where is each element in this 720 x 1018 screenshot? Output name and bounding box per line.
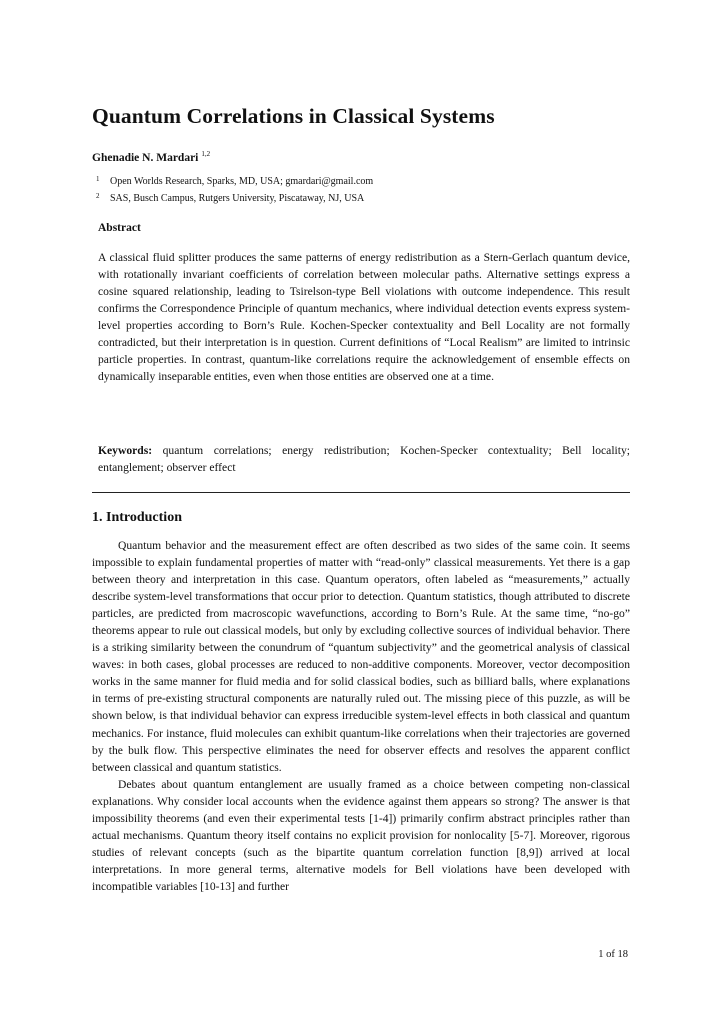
section-divider [92,492,630,493]
section-heading: 1. Introduction [92,510,182,525]
keywords [98,442,630,476]
abstract-text: A classical fluid splitter produces the same patterns of energy redistribution as a Stern-Gerlach quantum device, with rotationally invariant coefficients of correlation between molecular paths. Alternative settings express a cosine squared relationship, leading to Tsirelson-type Bell violations with outcome independence. This result confirms the Correspondence Principle of quantum mechanics, where individual detection events express system-level properties according to Born’s Rule. Kochen-Specker contextuality and Bell Locality are not formally contradicted, but their interpretation is in question. Current definitions of “Local Realism” are limited to intrinsic particle properties. In contrast, quantum-like correlations require the acknowledgement of ensemble effects on dynamically inseparable entities, even when those entities are observed one at a time. [98,251,630,384]
affiliation-text: Open Worlds Research, Sparks, MD, USA; gmardari@gmail.com [110,176,374,187]
keywords-label: Keywords: [98,444,153,457]
affiliation-1 [96,175,373,187]
affiliation-2 [96,192,364,204]
author-line [92,150,210,164]
paragraph: Debates about quantum entanglement are usually framed as a choice between competing non-classical explanations. Why consider local accounts when the evidence against them appears so strong? The answer is that impossibility theorems (and even their experimental tests [1-4]) primarily confirm abstract principles rather than actual mechanisms. Quantum theory itself contains no explicit provision for nonlocality [5-7]. Moreover, rigorous studies of relevant concepts (such as the bipartite quantum correlation function [8,9]) arrived at local interpretations. In more general terms, alternative models for Bell violations have been developed with incompatible variables [10-13] and further [92,777,630,893]
page-number: 1 of 18 [598,949,628,960]
body-text [92,537,630,895]
abstract-heading: Abstract [98,222,141,234]
paper-title: Quantum Correlations in Classical Systems [92,104,495,128]
paragraph: Quantum behavior and the measurement effect are often described as two sides of the same coin. It seems impossible to explain fundamental properties of matter with “read-only” classical measurements. Yet there is a gap between theory and interpretation in this case. Quantum operators, often labeled as “measurements,” actually describe system-level transformations that occur prior to detection. Quantum statistics, though attributed to discrete particles, are predicted from macroscopic wavefunctions, according to Born’s Rule. At the same time, “no-go” theorems appear to rule out classical models, but only by excluding collective sources of individual behavior. There is a striking similarity between the conundrum of “quantum subjectivity” and the geometrical analysis of classical waves: in both cases, global processes are reduced to non-additive components. Moreover, vector decomposition works in the same manner for fluid media and for solid classical bodies, such as billiard balls, where explanations in terms of pre-existing structural components are naturally ruled out. The missing piece of this puzzle, as will be shown below, is that individual behavior can express irreducible system-level effects in both classical and quantum mechanics. For instance, fluid molecules can exhibit quantum-like correlations when their trajectories are governed by the bulk flow. This perspective eliminates the need for observer effects and resolves the apparent conflict between classical and quantum statistics. [92,539,630,774]
author-affiliation-marks: 1,2 [201,150,211,158]
author-name: Ghenadie N. Mardari [92,152,199,164]
affiliation-text: SAS, Busch Campus, Rutgers University, Piscataway, NJ, USA [110,193,365,204]
affiliation-number: 2 [96,192,100,200]
affiliation-number: 1 [96,175,100,183]
keywords-list: quantum correlations; energy redistribution; Kochen-Specker contextuality; Bell locality; entanglement; observer effect [98,444,630,475]
